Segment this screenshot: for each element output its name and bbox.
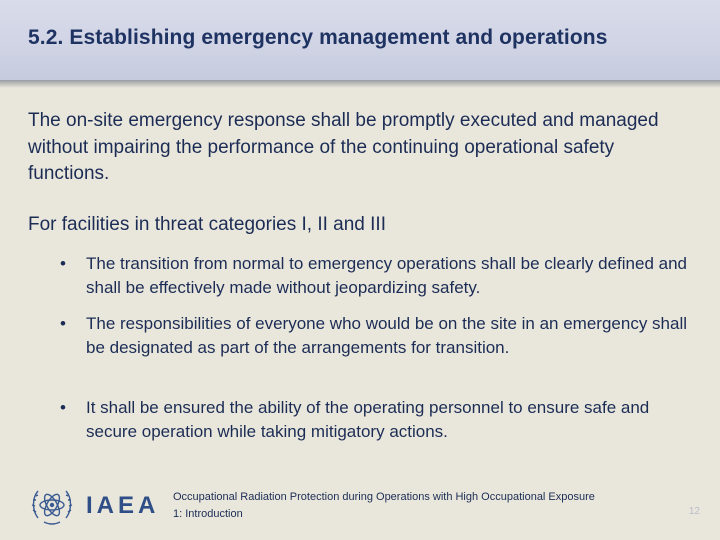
bullet-text: The transition from normal to emergency operations shall be clearly defined and shall be effectively made without jeopardizing safety. [86, 254, 687, 297]
bullet-text: It shall be ensured the ability of the operating personnel to ensure safe and secure operation while taking mitigatory actions. [86, 398, 650, 441]
slide-title: 5.2. Establishing emergency management and operations [28, 26, 608, 49]
iaea-atom-logo-icon [28, 482, 76, 530]
bullet-dot: • [60, 314, 66, 333]
iaea-wordmark: IAEA [86, 492, 160, 519]
bullet-text: The responsibilities of everyone who would be on the site in an emergency shall be designated as part of the arrangements for transition. [86, 314, 688, 357]
list-item [60, 312, 690, 360]
title-band-shadow [0, 80, 720, 88]
course-line-2: 1: Introduction [173, 508, 243, 520]
page-number: 12 [688, 506, 700, 517]
course-title [173, 489, 663, 523]
intro-paragraph: The on-site emergency response shall be promptly executed and managed without impairing the performance of the continuing operational safety functions. [28, 110, 659, 184]
bullet-dot: • [60, 254, 66, 273]
threat-categories-subheading: For facilities in threat categories I, II and III [28, 214, 386, 235]
list-item [60, 252, 690, 300]
list-item [60, 396, 690, 444]
course-line-1: Occupational Radiation Protection during Operations with High Occupational Exposure [173, 491, 595, 503]
bullet-dot: • [60, 398, 66, 417]
